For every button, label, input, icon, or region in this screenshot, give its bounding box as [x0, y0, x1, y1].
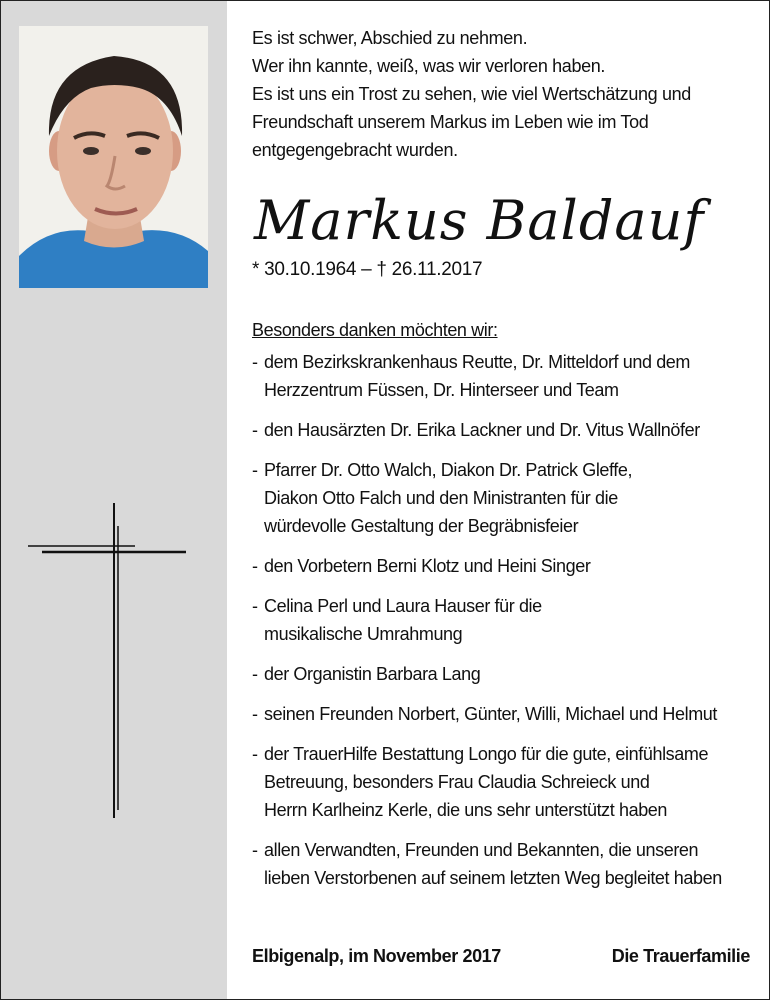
list-item — [252, 660, 762, 688]
item-line: seinen Freunden Norbert, Günter, Willi, Michael und Helmut — [264, 704, 718, 724]
thanks-section — [252, 316, 762, 904]
item-line: Celina Perl und Laura Hauser für die — [264, 596, 542, 616]
life-dates: * 30.10.1964 – † 26.11.2017 — [252, 259, 483, 280]
dash-bullet: - — [252, 420, 258, 440]
thanks-heading: Besonders danken möchten wir: — [252, 320, 498, 340]
item-line: lieben Verstorbenen auf seinem letzten Weg begleitet haben — [264, 868, 722, 888]
item-line: dem Bezirkskrankenhaus Reutte, Dr. Mitteldorf und dem — [264, 352, 691, 372]
dash-bullet: - — [252, 704, 258, 724]
item-line: den Vorbetern Berni Klotz und Heini Singer — [264, 556, 591, 576]
item-line: der TrauerHilfe Bestattung Longo für die gute, einfühlsame — [264, 744, 709, 764]
dash-bullet: - — [252, 744, 258, 764]
cross-icon — [20, 498, 190, 828]
dash-bullet: - — [252, 460, 258, 480]
portrait-photo — [19, 26, 208, 288]
intro-text — [252, 24, 757, 164]
intro-line: Es ist schwer, Abschied zu nehmen. — [252, 28, 528, 48]
item-line: Pfarrer Dr. Otto Walch, Diakon Dr. Patrick Gleffe, — [264, 460, 633, 480]
list-item — [252, 416, 762, 444]
list-item — [252, 700, 762, 728]
item-line: Diakon Otto Falch und den Ministranten für die — [264, 488, 618, 508]
footer — [252, 942, 750, 970]
list-item — [252, 836, 762, 892]
list-item — [252, 740, 762, 824]
intro-line: entgegengebracht wurden. — [252, 140, 458, 160]
item-line: allen Verwandten, Freunden und Bekannten, die unseren — [264, 840, 699, 860]
dash-bullet: - — [252, 840, 258, 860]
portrait-illustration — [19, 26, 208, 288]
item-line: Herzzentrum Füssen, Dr. Hinterseer und Team — [264, 380, 619, 400]
intro-line: Freundschaft unserem Markus im Leben wie im Tod — [252, 112, 649, 132]
deceased-name: Markus Baldauf — [254, 189, 705, 252]
item-line: den Hausärzten Dr. Erika Lackner und Dr. Vitus Wallnöfer — [264, 420, 700, 440]
list-item — [252, 348, 762, 404]
item-line: musikalische Umrahmung — [264, 624, 463, 644]
list-item — [252, 592, 762, 648]
item-line: Betreuung, besonders Frau Claudia Schreieck und — [264, 772, 650, 792]
item-line: Herrn Karlheinz Kerle, die uns sehr unterstützt haben — [264, 800, 668, 820]
item-line: würdevolle Gestaltung der Begräbnisfeier — [264, 516, 579, 536]
intro-line: Wer ihn kannte, weiß, was wir verloren haben. — [252, 56, 606, 76]
intro-line: Es ist uns ein Trost zu sehen, wie viel Wertschätzung und — [252, 84, 691, 104]
place-date: Elbigenalp, im November 2017 — [252, 946, 501, 966]
dash-bullet: - — [252, 352, 258, 372]
list-item — [252, 552, 762, 580]
thanks-list — [252, 348, 762, 892]
dash-bullet: - — [252, 596, 258, 616]
item-line: der Organistin Barbara Lang — [264, 664, 481, 684]
dash-bullet: - — [252, 664, 258, 684]
signature: Die Trauerfamilie — [611, 946, 750, 966]
dash-bullet: - — [252, 556, 258, 576]
list-item — [252, 456, 762, 540]
